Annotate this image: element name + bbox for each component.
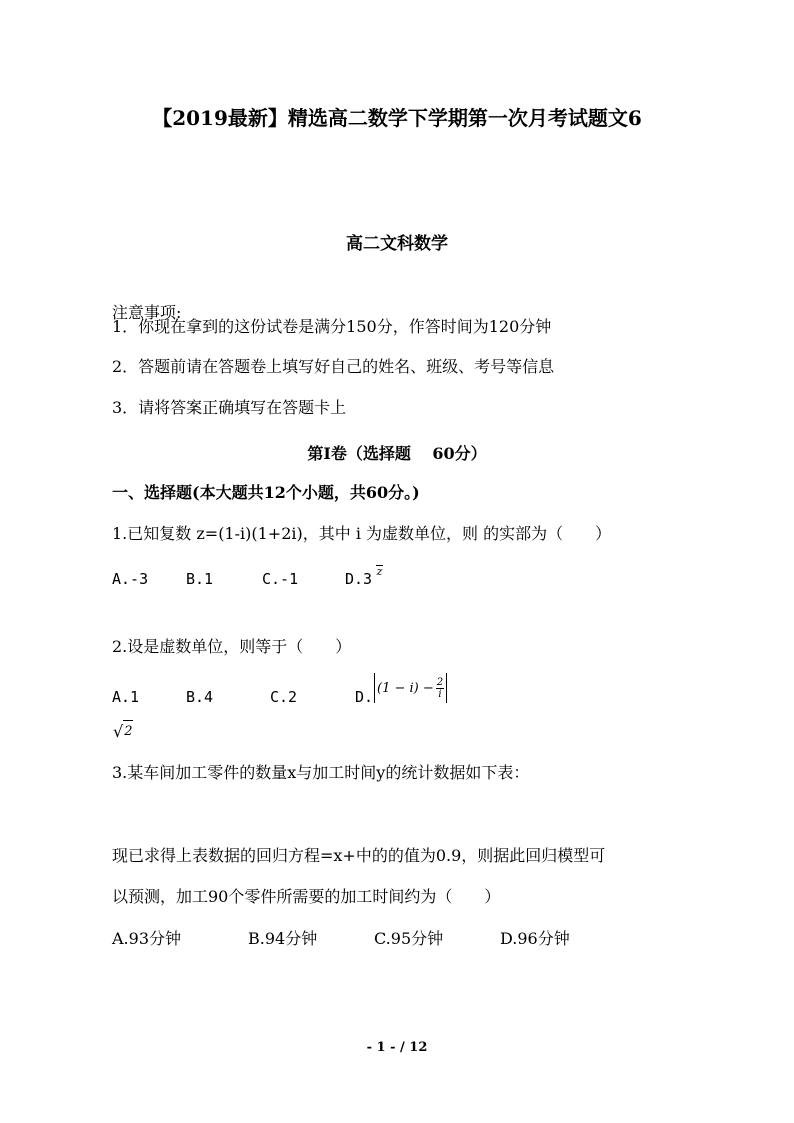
sqrt-expression — [113, 720, 133, 743]
q3-option-a: A.93分钟 — [112, 929, 182, 948]
expr-left: (1 − i) − — [377, 680, 434, 696]
q2-option-d: D. — [355, 688, 374, 706]
exam-subtitle: 高二文科数学 — [346, 234, 448, 254]
question-1-stem: 1.已知复数 z=(1-i)(1+2i)，其中 i 为虚数单位，则 的实部为（ ） — [112, 524, 612, 543]
q3-option-c: C.95分钟 — [374, 929, 444, 948]
q3-option-b: B.94分钟 — [248, 929, 318, 948]
notice-item-3: 3．请将答案正确填写在答题卡上 — [112, 398, 347, 417]
question-2-stem: 2.设是虚数单位，则等于（ ） — [112, 637, 352, 656]
question-3-text-1: 现已求得上表数据的回归方程=x+中的的值为0.9，则据此回归模型可 — [112, 846, 606, 865]
section-heading: 第Ⅰ卷（选择题 60分） — [307, 444, 487, 463]
fraction — [436, 677, 444, 700]
page-number: - 1 - / 12 — [366, 1040, 428, 1055]
notice-heading: 注意事项: — [112, 303, 182, 322]
q2-option-c: C.2 — [270, 688, 298, 706]
part1-heading: 一、选择题(本大题共12个小题，共60分。) — [112, 483, 420, 502]
q1-option-d: D.3 — [345, 570, 373, 588]
q3-option-d: D.96分钟 — [500, 929, 570, 948]
q1-option-b: B.1 — [186, 570, 214, 588]
q1-option-a: A.-3 — [112, 570, 149, 588]
abs-expression — [374, 673, 447, 703]
question-3-stem: 3.某车间加工零件的数量x与加工时间y的统计数据如下表： — [112, 763, 530, 782]
notice-item-2: 2．答题前请在答题卷上填写好自己的姓名、班级、考号等信息 — [112, 357, 555, 376]
q2-option-a: A.1 — [112, 688, 140, 706]
document-title: 【2019最新】精选高二数学下学期第一次月考试题文6 — [152, 106, 642, 130]
sqrt-icon: √ — [113, 722, 124, 741]
notice-item-1: 1．你现在拿到的这份试卷是满分150分，作答时间为120分钟 — [112, 317, 552, 336]
z-bar-symbol: z — [376, 565, 383, 578]
sqrt-value: 2 — [123, 720, 133, 743]
fraction-numerator: 2 — [436, 676, 444, 688]
q2-option-b: B.4 — [186, 688, 214, 706]
fraction-denominator: i — [438, 688, 442, 700]
question-3-text-2: 以预测，加工90个零件所需要的加工时间约为（ ） — [112, 887, 501, 906]
q1-option-c: C.-1 — [262, 570, 299, 588]
